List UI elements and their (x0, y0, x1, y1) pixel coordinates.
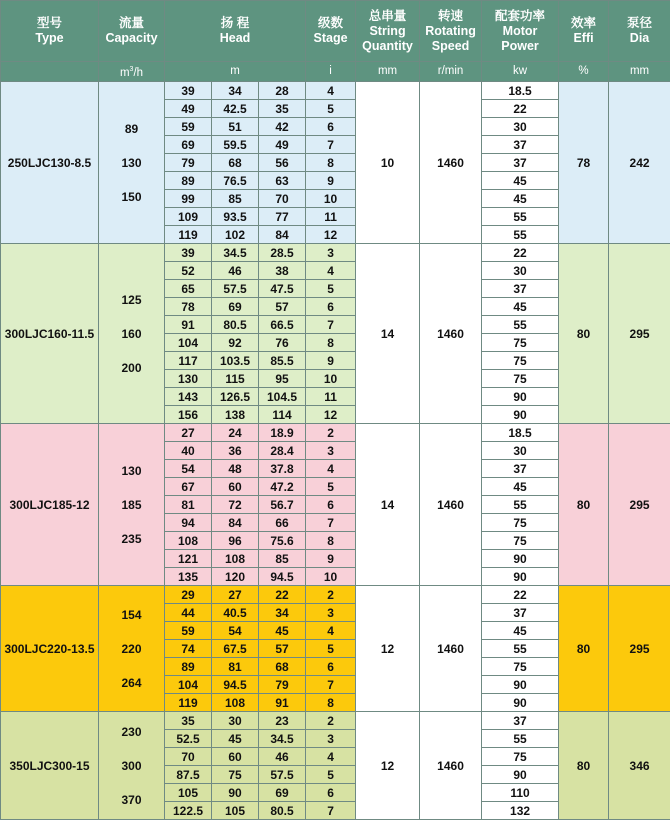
unit-motor: kw (482, 62, 559, 82)
head-low-cell: 122.5 (165, 802, 212, 820)
stage-cell: 5 (306, 280, 356, 298)
head-mid-cell: 115 (212, 370, 259, 388)
unit-type-blank (1, 62, 99, 82)
capacity-value: 130 (99, 454, 164, 488)
effi-cell: 80 (559, 586, 609, 712)
stage-cell: 12 (306, 226, 356, 244)
head-high-cell: 70 (259, 190, 306, 208)
motor-power-cell: 37 (482, 712, 559, 730)
stage-cell: 9 (306, 352, 356, 370)
head-high-cell: 57 (259, 298, 306, 316)
head-low-cell: 70 (165, 748, 212, 766)
table-row (1, 424, 670, 442)
head-mid-cell: 51 (212, 118, 259, 136)
string-cell: 14 (356, 424, 420, 586)
unit-stage: i (306, 62, 356, 82)
motor-power-cell: 18.5 (482, 82, 559, 100)
head-high-cell: 37.8 (259, 460, 306, 478)
motor-power-cell: 37 (482, 154, 559, 172)
head-mid-cell: 81 (212, 658, 259, 676)
motor-power-cell: 30 (482, 262, 559, 280)
effi-cell: 80 (559, 424, 609, 586)
stage-cell: 3 (306, 244, 356, 262)
capacity-value: 264 (99, 666, 164, 700)
head-high-cell: 28.5 (259, 244, 306, 262)
stage-cell: 8 (306, 334, 356, 352)
head-high-cell: 28.4 (259, 442, 306, 460)
head-high-cell: 22 (259, 586, 306, 604)
head-low-cell: 109 (165, 208, 212, 226)
motor-power-cell: 132 (482, 802, 559, 820)
table-row (1, 586, 670, 604)
head-high-cell: 104.5 (259, 388, 306, 406)
capacity-cell (99, 712, 165, 820)
capacity-value: 370 (99, 783, 164, 817)
motor-power-cell: 90 (482, 388, 559, 406)
capacity-cell (99, 586, 165, 712)
stage-cell: 11 (306, 388, 356, 406)
head-low-cell: 121 (165, 550, 212, 568)
speed-cell: 1460 (420, 244, 482, 424)
effi-cell: 80 (559, 712, 609, 820)
motor-power-cell: 45 (482, 622, 559, 640)
head-low-cell: 29 (165, 586, 212, 604)
head-mid-cell: 34.5 (212, 244, 259, 262)
motor-power-cell: 55 (482, 226, 559, 244)
head-low-cell: 119 (165, 694, 212, 712)
stage-cell: 3 (306, 442, 356, 460)
head-high-cell: 63 (259, 172, 306, 190)
stage-cell: 5 (306, 100, 356, 118)
head-low-cell: 39 (165, 244, 212, 262)
motor-power-cell: 55 (482, 208, 559, 226)
stage-cell: 10 (306, 370, 356, 388)
motor-power-cell: 75 (482, 514, 559, 532)
head-low-cell: 87.5 (165, 766, 212, 784)
head-low-cell: 44 (165, 604, 212, 622)
head-mid-cell: 76.5 (212, 172, 259, 190)
speed-cell: 1460 (420, 424, 482, 586)
head-mid-cell: 45 (212, 730, 259, 748)
head-high-cell: 114 (259, 406, 306, 424)
stage-cell: 7 (306, 514, 356, 532)
table-body (1, 82, 670, 820)
head-high-cell: 56 (259, 154, 306, 172)
head-mid-cell: 126.5 (212, 388, 259, 406)
head-high-cell: 34 (259, 604, 306, 622)
stage-cell: 9 (306, 172, 356, 190)
motor-power-cell: 55 (482, 316, 559, 334)
header-type: 型号 Type (1, 1, 99, 62)
header-capacity: 流量 Capacity (99, 1, 165, 62)
stage-cell: 8 (306, 532, 356, 550)
stage-cell: 6 (306, 496, 356, 514)
head-mid-cell: 30 (212, 712, 259, 730)
capacity-value: 235 (99, 522, 164, 556)
unit-string: mm (356, 62, 420, 82)
unit-speed: r/min (420, 62, 482, 82)
head-low-cell: 79 (165, 154, 212, 172)
head-low-cell: 54 (165, 460, 212, 478)
dia-cell: 346 (609, 712, 670, 820)
head-low-cell: 59 (165, 622, 212, 640)
motor-power-cell: 45 (482, 172, 559, 190)
head-high-cell: 75.6 (259, 532, 306, 550)
model-type-cell: 300LJC160-11.5 (1, 244, 99, 424)
motor-power-cell: 75 (482, 352, 559, 370)
head-high-cell: 57 (259, 640, 306, 658)
header-head: 扬 程 Head (165, 1, 306, 62)
stage-cell: 5 (306, 766, 356, 784)
unit-capacity: $m^3/h$ (99, 62, 165, 82)
head-low-cell: 117 (165, 352, 212, 370)
stage-cell: 8 (306, 694, 356, 712)
head-high-cell: 79 (259, 676, 306, 694)
effi-cell: 78 (559, 82, 609, 244)
head-low-cell: 81 (165, 496, 212, 514)
motor-power-cell: 22 (482, 100, 559, 118)
head-low-cell: 69 (165, 136, 212, 154)
head-mid-cell: 85 (212, 190, 259, 208)
head-high-cell: 47.2 (259, 478, 306, 496)
motor-power-cell: 90 (482, 676, 559, 694)
head-low-cell: 89 (165, 172, 212, 190)
motor-power-cell: 75 (482, 532, 559, 550)
stage-cell: 4 (306, 622, 356, 640)
capacity-cell (99, 424, 165, 586)
head-high-cell: 28 (259, 82, 306, 100)
motor-power-cell: 75 (482, 370, 559, 388)
head-low-cell: 52 (165, 262, 212, 280)
head-mid-cell: 92 (212, 334, 259, 352)
stage-cell: 12 (306, 406, 356, 424)
head-mid-cell: 60 (212, 478, 259, 496)
table-header (1, 1, 670, 82)
head-high-cell: 91 (259, 694, 306, 712)
header-string-quantity: 总串量 String Quantity (356, 1, 420, 62)
head-low-cell: 143 (165, 388, 212, 406)
stage-cell: 6 (306, 298, 356, 316)
header-motor-power: 配套功率 Motor Power (482, 1, 559, 62)
head-high-cell: 49 (259, 136, 306, 154)
head-high-cell: 94.5 (259, 568, 306, 586)
head-low-cell: 59 (165, 118, 212, 136)
capacity-cell (99, 244, 165, 424)
head-high-cell: 85 (259, 550, 306, 568)
head-low-cell: 99 (165, 190, 212, 208)
motor-power-cell: 90 (482, 550, 559, 568)
head-mid-cell: 120 (212, 568, 259, 586)
head-low-cell: 156 (165, 406, 212, 424)
head-mid-cell: 96 (212, 532, 259, 550)
stage-cell: 5 (306, 478, 356, 496)
table-row (1, 82, 670, 100)
table-row (1, 244, 670, 262)
unit-effi: % (559, 62, 609, 82)
capacity-value: 300 (99, 749, 164, 783)
motor-power-cell: 55 (482, 496, 559, 514)
motor-power-cell: 22 (482, 586, 559, 604)
motor-power-cell: 55 (482, 730, 559, 748)
stage-cell: 6 (306, 118, 356, 136)
stage-cell: 7 (306, 676, 356, 694)
head-mid-cell: 84 (212, 514, 259, 532)
motor-power-cell: 18.5 (482, 424, 559, 442)
head-mid-cell: 103.5 (212, 352, 259, 370)
head-mid-cell: 36 (212, 442, 259, 460)
motor-power-cell: 45 (482, 478, 559, 496)
header-rotating-speed: 转速 Rotating Speed (420, 1, 482, 62)
motor-power-cell: 30 (482, 442, 559, 460)
head-mid-cell: 48 (212, 460, 259, 478)
stage-cell: 5 (306, 640, 356, 658)
header-dia: 泵径 Dia (609, 1, 670, 62)
head-high-cell: 66.5 (259, 316, 306, 334)
head-high-cell: 57.5 (259, 766, 306, 784)
head-low-cell: 104 (165, 676, 212, 694)
capacity-value: 130 (99, 146, 164, 180)
head-high-cell: 76 (259, 334, 306, 352)
head-mid-cell: 90 (212, 784, 259, 802)
stage-cell: 3 (306, 604, 356, 622)
head-high-cell: 66 (259, 514, 306, 532)
capacity-value: 220 (99, 632, 164, 666)
header-effi: 效率 Effi (559, 1, 609, 62)
capacity-cell (99, 82, 165, 244)
dia-cell: 242 (609, 82, 670, 244)
head-mid-cell: 80.5 (212, 316, 259, 334)
motor-power-cell: 90 (482, 406, 559, 424)
head-mid-cell: 138 (212, 406, 259, 424)
head-low-cell: 35 (165, 712, 212, 730)
stage-cell: 4 (306, 262, 356, 280)
head-mid-cell: 105 (212, 802, 259, 820)
head-mid-cell: 59.5 (212, 136, 259, 154)
model-type-cell: 300LJC220-13.5 (1, 586, 99, 712)
motor-power-cell: 90 (482, 766, 559, 784)
head-high-cell: 85.5 (259, 352, 306, 370)
stage-cell: 10 (306, 568, 356, 586)
speed-cell: 1460 (420, 82, 482, 244)
head-low-cell: 135 (165, 568, 212, 586)
motor-power-cell: 55 (482, 640, 559, 658)
speed-cell: 1460 (420, 712, 482, 820)
head-mid-cell: 75 (212, 766, 259, 784)
head-high-cell: 84 (259, 226, 306, 244)
head-mid-cell: 102 (212, 226, 259, 244)
head-mid-cell: 60 (212, 748, 259, 766)
model-type-cell: 300LJC185-12 (1, 424, 99, 586)
capacity-value: 230 (99, 715, 164, 749)
motor-power-cell: 37 (482, 604, 559, 622)
unit-dia: mm (609, 62, 670, 82)
effi-cell: 80 (559, 244, 609, 424)
string-cell: 12 (356, 712, 420, 820)
head-high-cell: 69 (259, 784, 306, 802)
head-mid-cell: 68 (212, 154, 259, 172)
head-low-cell: 94 (165, 514, 212, 532)
stage-cell: 7 (306, 802, 356, 820)
motor-power-cell: 30 (482, 118, 559, 136)
motor-power-cell: 45 (482, 190, 559, 208)
stage-cell: 2 (306, 712, 356, 730)
stage-cell: 4 (306, 460, 356, 478)
head-mid-cell: 24 (212, 424, 259, 442)
motor-power-cell: 75 (482, 658, 559, 676)
motor-power-cell: 90 (482, 694, 559, 712)
head-high-cell: 56.7 (259, 496, 306, 514)
motor-power-cell: 45 (482, 298, 559, 316)
head-low-cell: 89 (165, 658, 212, 676)
head-mid-cell: 72 (212, 496, 259, 514)
head-low-cell: 108 (165, 532, 212, 550)
speed-cell: 1460 (420, 586, 482, 712)
head-high-cell: 77 (259, 208, 306, 226)
dia-cell: 295 (609, 424, 670, 586)
stage-cell: 4 (306, 82, 356, 100)
string-cell: 10 (356, 82, 420, 244)
head-mid-cell: 94.5 (212, 676, 259, 694)
head-high-cell: 47.5 (259, 280, 306, 298)
head-low-cell: 91 (165, 316, 212, 334)
head-low-cell: 74 (165, 640, 212, 658)
table-row (1, 712, 670, 730)
dia-cell: 295 (609, 244, 670, 424)
stage-cell: 11 (306, 208, 356, 226)
head-low-cell: 65 (165, 280, 212, 298)
motor-power-cell: 37 (482, 280, 559, 298)
head-high-cell: 68 (259, 658, 306, 676)
head-low-cell: 119 (165, 226, 212, 244)
head-low-cell: 40 (165, 442, 212, 460)
head-high-cell: 95 (259, 370, 306, 388)
stage-cell: 2 (306, 586, 356, 604)
stage-cell: 9 (306, 550, 356, 568)
head-mid-cell: 42.5 (212, 100, 259, 118)
head-mid-cell: 57.5 (212, 280, 259, 298)
motor-power-cell: 75 (482, 748, 559, 766)
stage-cell: 6 (306, 784, 356, 802)
head-mid-cell: 40.5 (212, 604, 259, 622)
units-row (1, 62, 670, 82)
head-mid-cell: 93.5 (212, 208, 259, 226)
string-cell: 12 (356, 586, 420, 712)
head-high-cell: 23 (259, 712, 306, 730)
head-low-cell: 67 (165, 478, 212, 496)
head-low-cell: 130 (165, 370, 212, 388)
head-high-cell: 35 (259, 100, 306, 118)
stage-cell: 2 (306, 424, 356, 442)
stage-cell: 7 (306, 316, 356, 334)
head-mid-cell: 108 (212, 694, 259, 712)
head-high-cell: 18.9 (259, 424, 306, 442)
capacity-value: 150 (99, 180, 164, 214)
capacity-value: 160 (99, 317, 164, 351)
motor-power-cell: 90 (482, 568, 559, 586)
head-high-cell: 42 (259, 118, 306, 136)
model-type-cell: 350LJC300-15 (1, 712, 99, 820)
model-type-cell: 250LJC130-8.5 (1, 82, 99, 244)
head-low-cell: 49 (165, 100, 212, 118)
header-stage: 级数 Stage (306, 1, 356, 62)
stage-cell: 4 (306, 748, 356, 766)
capacity-value: 200 (99, 351, 164, 385)
stage-cell: 10 (306, 190, 356, 208)
head-low-cell: 105 (165, 784, 212, 802)
stage-cell: 3 (306, 730, 356, 748)
head-mid-cell: 54 (212, 622, 259, 640)
head-high-cell: 38 (259, 262, 306, 280)
head-low-cell: 52.5 (165, 730, 212, 748)
head-high-cell: 80.5 (259, 802, 306, 820)
capacity-value: 125 (99, 283, 164, 317)
capacity-value: 154 (99, 598, 164, 632)
head-mid-cell: 46 (212, 262, 259, 280)
head-mid-cell: 27 (212, 586, 259, 604)
head-high-cell: 34.5 (259, 730, 306, 748)
head-low-cell: 104 (165, 334, 212, 352)
unit-head: m (165, 62, 306, 82)
capacity-value: 89 (99, 112, 164, 146)
motor-power-cell: 37 (482, 460, 559, 478)
head-low-cell: 27 (165, 424, 212, 442)
motor-power-cell: 22 (482, 244, 559, 262)
motor-power-cell: 37 (482, 136, 559, 154)
head-mid-cell: 69 (212, 298, 259, 316)
motor-power-cell: 110 (482, 784, 559, 802)
head-mid-cell: 34 (212, 82, 259, 100)
stage-cell: 6 (306, 658, 356, 676)
dia-cell: 295 (609, 586, 670, 712)
head-low-cell: 78 (165, 298, 212, 316)
head-high-cell: 46 (259, 748, 306, 766)
capacity-value: 185 (99, 488, 164, 522)
string-cell: 14 (356, 244, 420, 424)
stage-cell: 7 (306, 136, 356, 154)
head-mid-cell: 67.5 (212, 640, 259, 658)
motor-power-cell: 75 (482, 334, 559, 352)
head-mid-cell: 108 (212, 550, 259, 568)
head-high-cell: 45 (259, 622, 306, 640)
head-low-cell: 39 (165, 82, 212, 100)
stage-cell: 8 (306, 154, 356, 172)
